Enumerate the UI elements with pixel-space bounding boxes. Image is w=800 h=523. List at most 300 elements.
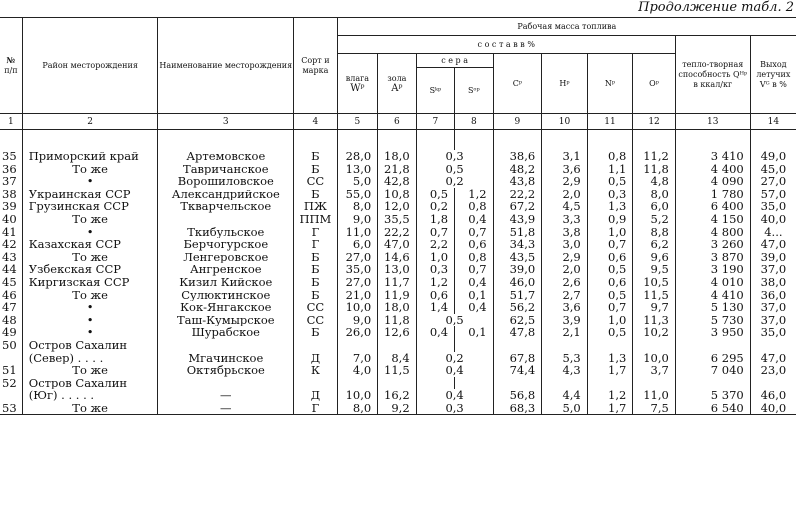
carbon-cell: 39,0 (493, 263, 542, 276)
grade-cell: СС (294, 175, 338, 188)
carbon-cell: 34,3 (493, 238, 542, 251)
nitrogen-cell: 1,1 (587, 163, 633, 176)
row-number: 50 (0, 339, 22, 352)
region-cell: • (22, 226, 158, 239)
heat-value-cell: 6 540 (675, 402, 750, 415)
oxygen-cell: 9,6 (633, 251, 676, 264)
ash-cell: 18,0 (378, 150, 416, 163)
volatile-cell: 4... (750, 226, 796, 239)
hydrogen-cell (542, 377, 588, 390)
header-grade: Сорт и марка (294, 18, 338, 114)
oxygen-cell: 11,3 (633, 314, 676, 327)
grade-cell: Б (294, 276, 338, 289)
deposit-cell: Ангренское (158, 263, 294, 276)
oxygen-cell: 7,5 (633, 402, 676, 415)
deposit-cell: Ленгеровское (158, 251, 294, 264)
deposit-cell: Мгачинское (158, 352, 294, 365)
ash-cell: 11,7 (378, 276, 416, 289)
col-number: 12 (633, 114, 676, 130)
nitrogen-cell: 1,2 (587, 389, 633, 402)
deposit-cell: Ткибульское (158, 226, 294, 239)
oxygen-cell: 8,8 (633, 226, 676, 239)
oxygen-cell: 11,8 (633, 163, 676, 176)
row-number: 51 (0, 364, 22, 377)
grade-cell: СС (294, 301, 338, 314)
grade-cell: Б (294, 326, 338, 339)
heat-value-cell: 5 130 (675, 301, 750, 314)
col-number: 9 (493, 114, 542, 130)
table-header (0, 18, 796, 130)
table-row (0, 263, 796, 276)
row-number: 37 (0, 175, 22, 188)
grade-cell: Б (294, 263, 338, 276)
deposit-cell (158, 213, 294, 226)
oxygen-cell (633, 339, 676, 352)
header-sulfur: с е р а (416, 54, 493, 68)
carbon-cell: 62,5 (493, 314, 542, 327)
row-number: 53 (0, 402, 22, 415)
grade-cell (294, 377, 338, 390)
volatile-cell (750, 377, 796, 390)
nitrogen-cell: 0,3 (587, 188, 633, 201)
region-cell: • (22, 301, 158, 314)
volatile-cell: 35,0 (750, 326, 796, 339)
nitrogen-cell: 0,9 (587, 213, 633, 226)
table-row (0, 213, 796, 226)
deposit-cell: Кок-Янгакское (158, 301, 294, 314)
nitrogen-cell: 1,0 (587, 226, 633, 239)
row-number: 36 (0, 163, 22, 176)
deposit-cell: Тавричанское (158, 163, 294, 176)
header-oxygen: Oᵖ (633, 54, 676, 114)
header-volatile: Выход летучих Vᴳ в % (750, 36, 796, 114)
sulfur-k-cell: 0,3 (416, 263, 454, 276)
region-cell: Украинская ССР (22, 188, 158, 201)
row-number: 49 (0, 326, 22, 339)
grade-cell: ПЖ (294, 200, 338, 213)
sulfur-o-cell: 0,1 (455, 326, 493, 339)
nitrogen-cell: 0,5 (587, 326, 633, 339)
sulfur-cell: 0,5 (416, 314, 493, 327)
table-row (0, 377, 796, 390)
row-number: 38 (0, 188, 22, 201)
region-cell: То же (22, 402, 158, 415)
moisture-cell: 10,0 (337, 389, 378, 402)
deposit-cell (158, 377, 294, 390)
grade-cell: Б (294, 188, 338, 201)
heat-value-cell: 5 370 (675, 389, 750, 402)
grade-cell: К (294, 364, 338, 377)
sulfur-o-cell (455, 377, 493, 390)
row-number: 48 (0, 314, 22, 327)
nitrogen-cell: 1,7 (587, 402, 633, 415)
table-row (0, 301, 796, 314)
grade-cell: Б (294, 251, 338, 264)
nitrogen-cell: 0,5 (587, 263, 633, 276)
col-number: 2 (22, 114, 158, 130)
deposit-cell: Таш-Кумырское (158, 314, 294, 327)
carbon-cell: 67,8 (493, 352, 542, 365)
moisture-cell: 35,0 (337, 263, 378, 276)
volatile-cell: 27,0 (750, 175, 796, 188)
row-number (0, 389, 22, 402)
moisture-cell: 21,0 (337, 289, 378, 302)
ash-cell: 10,8 (378, 188, 416, 201)
nitrogen-cell: 1,3 (587, 352, 633, 365)
heat-value-cell: 3 260 (675, 238, 750, 251)
grade-cell (294, 339, 338, 352)
volatile-cell: 49,0 (750, 150, 796, 163)
header-deposit: Наименование месторождения (158, 18, 294, 114)
heat-value-cell: 6 400 (675, 200, 750, 213)
moisture-cell: 4,0 (337, 364, 378, 377)
region-cell: Киргизская ССР (22, 276, 158, 289)
heat-value-cell: 4 010 (675, 276, 750, 289)
header-ash: зола Aᵖ (378, 54, 416, 114)
carbon-cell: 38,6 (493, 150, 542, 163)
moisture-cell: 9,0 (337, 213, 378, 226)
oxygen-cell: 11,2 (633, 150, 676, 163)
col-number: 1 (0, 114, 22, 130)
sulfur-k-cell: 0,2 (416, 200, 454, 213)
moisture-cell: 9,0 (337, 314, 378, 327)
nitrogen-cell: 1,7 (587, 364, 633, 377)
sulfur-cell: 0,4 (416, 389, 493, 402)
oxygen-cell: 11,0 (633, 389, 676, 402)
table-row (0, 352, 796, 365)
moisture-cell: 7,0 (337, 352, 378, 365)
volatile-cell: 40,0 (750, 213, 796, 226)
sulfur-k-cell (416, 339, 454, 352)
hydrogen-cell: 3,3 (542, 213, 588, 226)
heat-value-cell: 3 950 (675, 326, 750, 339)
volatile-cell: 36,0 (750, 289, 796, 302)
oxygen-cell: 5,2 (633, 213, 676, 226)
volatile-cell: 39,0 (750, 251, 796, 264)
region-cell: То же (22, 251, 158, 264)
carbon-cell: 67,2 (493, 200, 542, 213)
heat-value-cell: 4 800 (675, 226, 750, 239)
grade-cell: Г (294, 402, 338, 415)
table-row (0, 188, 796, 201)
heat-value-cell: 1 780 (675, 188, 750, 201)
carbon-cell: 43,8 (493, 175, 542, 188)
volatile-cell: 45,0 (750, 163, 796, 176)
volatile-cell: 40,0 (750, 402, 796, 415)
region-cell: • (22, 326, 158, 339)
heat-value-cell: 4 410 (675, 289, 750, 302)
ash-cell: 22,2 (378, 226, 416, 239)
heat-value-cell: 7 040 (675, 364, 750, 377)
region-cell: То же (22, 213, 158, 226)
col-number: 6 (378, 114, 416, 130)
sulfur-k-cell (416, 377, 454, 390)
grade-cell: Д (294, 352, 338, 365)
row-number: 46 (0, 289, 22, 302)
grade-cell: СС (294, 314, 338, 327)
header-moisture: влага Wᵖ (337, 54, 378, 114)
ash-cell: 35,5 (378, 213, 416, 226)
oxygen-cell: 11,5 (633, 289, 676, 302)
sulfur-o-cell: 0,8 (455, 251, 493, 264)
volatile-cell: 37,0 (750, 314, 796, 327)
nitrogen-cell: 0,6 (587, 276, 633, 289)
sulfur-k-cell: 0,6 (416, 289, 454, 302)
header-no: № п/п (0, 18, 22, 114)
col-number: 11 (587, 114, 633, 130)
region-cell: Остров Сахалин (22, 339, 158, 352)
deposit-cell: — (158, 402, 294, 415)
deposit-cell: Ворошиловское (158, 175, 294, 188)
moisture-cell: 26,0 (337, 326, 378, 339)
moisture-cell (337, 339, 378, 352)
grade-cell: Б (294, 289, 338, 302)
header-hydrogen: Hᵖ (542, 54, 588, 114)
hydrogen-cell: 2,0 (542, 188, 588, 201)
ash-cell: 13,0 (378, 263, 416, 276)
moisture-cell: 28,0 (337, 150, 378, 163)
nitrogen-cell: 0,8 (587, 150, 633, 163)
nitrogen-cell (587, 377, 633, 390)
row-number: 52 (0, 377, 22, 390)
sulfur-o-cell: 0,7 (455, 226, 493, 239)
carbon-cell (493, 339, 542, 352)
hydrogen-cell: 2,9 (542, 251, 588, 264)
region-cell: Остров Сахалин (22, 377, 158, 390)
hydrogen-cell: 3,6 (542, 301, 588, 314)
volatile-cell: 37,0 (750, 263, 796, 276)
carbon-cell (493, 377, 542, 390)
oxygen-cell (633, 377, 676, 390)
coal-deposits-table (0, 17, 796, 415)
row-number: 43 (0, 251, 22, 264)
hydrogen-cell: 4,5 (542, 200, 588, 213)
nitrogen-cell: 0,5 (587, 289, 633, 302)
volatile-cell: 35,0 (750, 200, 796, 213)
sulfur-cell: 0,5 (416, 163, 493, 176)
volatile-cell: 38,0 (750, 276, 796, 289)
oxygen-cell: 4,8 (633, 175, 676, 188)
col-number: 5 (337, 114, 378, 130)
grade-cell: Б (294, 163, 338, 176)
sulfur-k-cell: 1,4 (416, 301, 454, 314)
heat-value-cell: 3 410 (675, 150, 750, 163)
nitrogen-cell: 0,5 (587, 175, 633, 188)
grade-cell: ППМ (294, 213, 338, 226)
hydrogen-cell: 2,7 (542, 289, 588, 302)
hydrogen-cell: 2,9 (542, 175, 588, 188)
spacer-row (0, 130, 796, 151)
sulfur-o-cell: 0,8 (455, 200, 493, 213)
carbon-cell: 68,3 (493, 402, 542, 415)
sulfur-o-cell: 0,4 (455, 301, 493, 314)
carbon-cell: 43,9 (493, 213, 542, 226)
sulfur-o-cell: 0,7 (455, 263, 493, 276)
volatile-cell (750, 339, 796, 352)
ash-cell: 42,8 (378, 175, 416, 188)
oxygen-cell: 6,2 (633, 238, 676, 251)
volatile-cell: 23,0 (750, 364, 796, 377)
table-row (0, 389, 796, 402)
ash-cell: 47,0 (378, 238, 416, 251)
ash-cell: 18,0 (378, 301, 416, 314)
region-cell: Приморский край (22, 150, 158, 163)
header-region: Район месторождения (22, 18, 158, 114)
moisture-cell: 27,0 (337, 276, 378, 289)
sulfur-cell: 0,3 (416, 402, 493, 415)
moisture-cell: 13,0 (337, 163, 378, 176)
hydrogen-cell: 2,0 (542, 263, 588, 276)
row-number: 45 (0, 276, 22, 289)
sulfur-cell: 0,3 (416, 150, 493, 163)
sulfur-k-cell: 1,0 (416, 251, 454, 264)
table-row (0, 251, 796, 264)
header-working-mass: Рабочая масса топлива (337, 18, 796, 36)
sulfur-k-cell: 0,5 (416, 188, 454, 201)
nitrogen-cell: 0,7 (587, 301, 633, 314)
nitrogen-cell (587, 339, 633, 352)
oxygen-cell: 10,5 (633, 276, 676, 289)
sulfur-o-cell: 0,4 (455, 276, 493, 289)
ash-cell: 11,9 (378, 289, 416, 302)
ash-cell (378, 339, 416, 352)
region-cell: То же (22, 289, 158, 302)
ash-cell: 14,6 (378, 251, 416, 264)
grade-cell: Г (294, 238, 338, 251)
carbon-cell: 43,5 (493, 251, 542, 264)
row-number: 42 (0, 238, 22, 251)
moisture-cell (337, 377, 378, 390)
deposit-cell: Шурабское (158, 326, 294, 339)
table-row (0, 364, 796, 377)
deposit-cell: Ткварчельское (158, 200, 294, 213)
table-row (0, 402, 796, 415)
table-row (0, 200, 796, 213)
col-number: 14 (750, 114, 796, 130)
hydrogen-cell (542, 339, 588, 352)
region-cell: Казахская ССР (22, 238, 158, 251)
table-row (0, 339, 796, 352)
col-number: 8 (455, 114, 493, 130)
row-number: 44 (0, 263, 22, 276)
table-row (0, 163, 796, 176)
hydrogen-cell: 3,1 (542, 150, 588, 163)
region-cell: • (22, 175, 158, 188)
oxygen-cell: 9,7 (633, 301, 676, 314)
grade-cell: Г (294, 226, 338, 239)
region-cell: • (22, 314, 158, 327)
carbon-cell: 51,7 (493, 289, 542, 302)
hydrogen-cell: 3,6 (542, 163, 588, 176)
carbon-cell: 22,2 (493, 188, 542, 201)
table-row (0, 326, 796, 339)
sulfur-cell: 0,4 (416, 364, 493, 377)
col-number: 13 (675, 114, 750, 130)
heat-value-cell: 3 870 (675, 251, 750, 264)
column-numbers-row (0, 114, 796, 130)
heat-value-cell (675, 377, 750, 390)
sulfur-o-cell: 1,2 (455, 188, 493, 201)
deposit-cell: Сулюктинское (158, 289, 294, 302)
region-cell: (Север) . . . . (22, 352, 158, 365)
carbon-cell: 48,2 (493, 163, 542, 176)
nitrogen-cell: 0,7 (587, 238, 633, 251)
ash-cell: 11,8 (378, 314, 416, 327)
hydrogen-cell: 5,3 (542, 352, 588, 365)
deposit-cell: Артемовское (158, 150, 294, 163)
deposit-cell: Октябрьское (158, 364, 294, 377)
sulfur-k-cell: 2,2 (416, 238, 454, 251)
hydrogen-cell: 3,8 (542, 226, 588, 239)
moisture-cell: 27,0 (337, 251, 378, 264)
hydrogen-cell: 3,0 (542, 238, 588, 251)
table-row (0, 314, 796, 327)
deposit-cell: Берчогурское (158, 238, 294, 251)
carbon-cell: 46,0 (493, 276, 542, 289)
deposit-cell (158, 339, 294, 352)
oxygen-cell: 3,7 (633, 364, 676, 377)
sulfur-k-cell: 0,7 (416, 226, 454, 239)
continuation-caption: Продолжение табл. 2 (638, 0, 794, 15)
table-row (0, 226, 796, 239)
moisture-cell: 8,0 (337, 402, 378, 415)
grade-cell: Б (294, 150, 338, 163)
volatile-cell: 46,0 (750, 389, 796, 402)
sulfur-cell: 0,2 (416, 175, 493, 188)
table-row (0, 175, 796, 188)
oxygen-cell: 6,0 (633, 200, 676, 213)
sulfur-o-cell (455, 339, 493, 352)
hydrogen-cell: 3,9 (542, 314, 588, 327)
ash-cell: 16,2 (378, 389, 416, 402)
sulfur-k-cell: 0,4 (416, 326, 454, 339)
moisture-cell: 5,0 (337, 175, 378, 188)
row-number: 47 (0, 301, 22, 314)
region-cell: То же (22, 364, 158, 377)
region-cell: (Юг) . . . . . (22, 389, 158, 402)
heat-value-cell: 4 090 (675, 175, 750, 188)
volatile-cell: 37,0 (750, 301, 796, 314)
carbon-cell: 47,8 (493, 326, 542, 339)
volatile-cell: 47,0 (750, 238, 796, 251)
deposit-cell: — (158, 389, 294, 402)
header-sulfur-o: Sᵒᵖ (455, 68, 493, 114)
ash-cell: 9,2 (378, 402, 416, 415)
col-number: 7 (416, 114, 454, 130)
carbon-cell: 56,2 (493, 301, 542, 314)
oxygen-cell: 10,0 (633, 352, 676, 365)
nitrogen-cell: 0,6 (587, 251, 633, 264)
col-number: 4 (294, 114, 338, 130)
carbon-cell: 56,8 (493, 389, 542, 402)
heat-value-cell: 4 400 (675, 163, 750, 176)
table-row (0, 238, 796, 251)
deposit-cell: Александрийское (158, 188, 294, 201)
sulfur-o-cell: 0,4 (455, 213, 493, 226)
ash-cell: 11,5 (378, 364, 416, 377)
moisture-cell: 11,0 (337, 226, 378, 239)
header-carbon: Cᵖ (493, 54, 542, 114)
nitrogen-cell: 1,3 (587, 200, 633, 213)
hydrogen-cell: 4,4 (542, 389, 588, 402)
row-number: 40 (0, 213, 22, 226)
col-number: 10 (542, 114, 588, 130)
carbon-cell: 51,8 (493, 226, 542, 239)
row-number: 39 (0, 200, 22, 213)
moisture-cell: 55,0 (337, 188, 378, 201)
ash-cell: 12,0 (378, 200, 416, 213)
heat-value-cell: 5 730 (675, 314, 750, 327)
